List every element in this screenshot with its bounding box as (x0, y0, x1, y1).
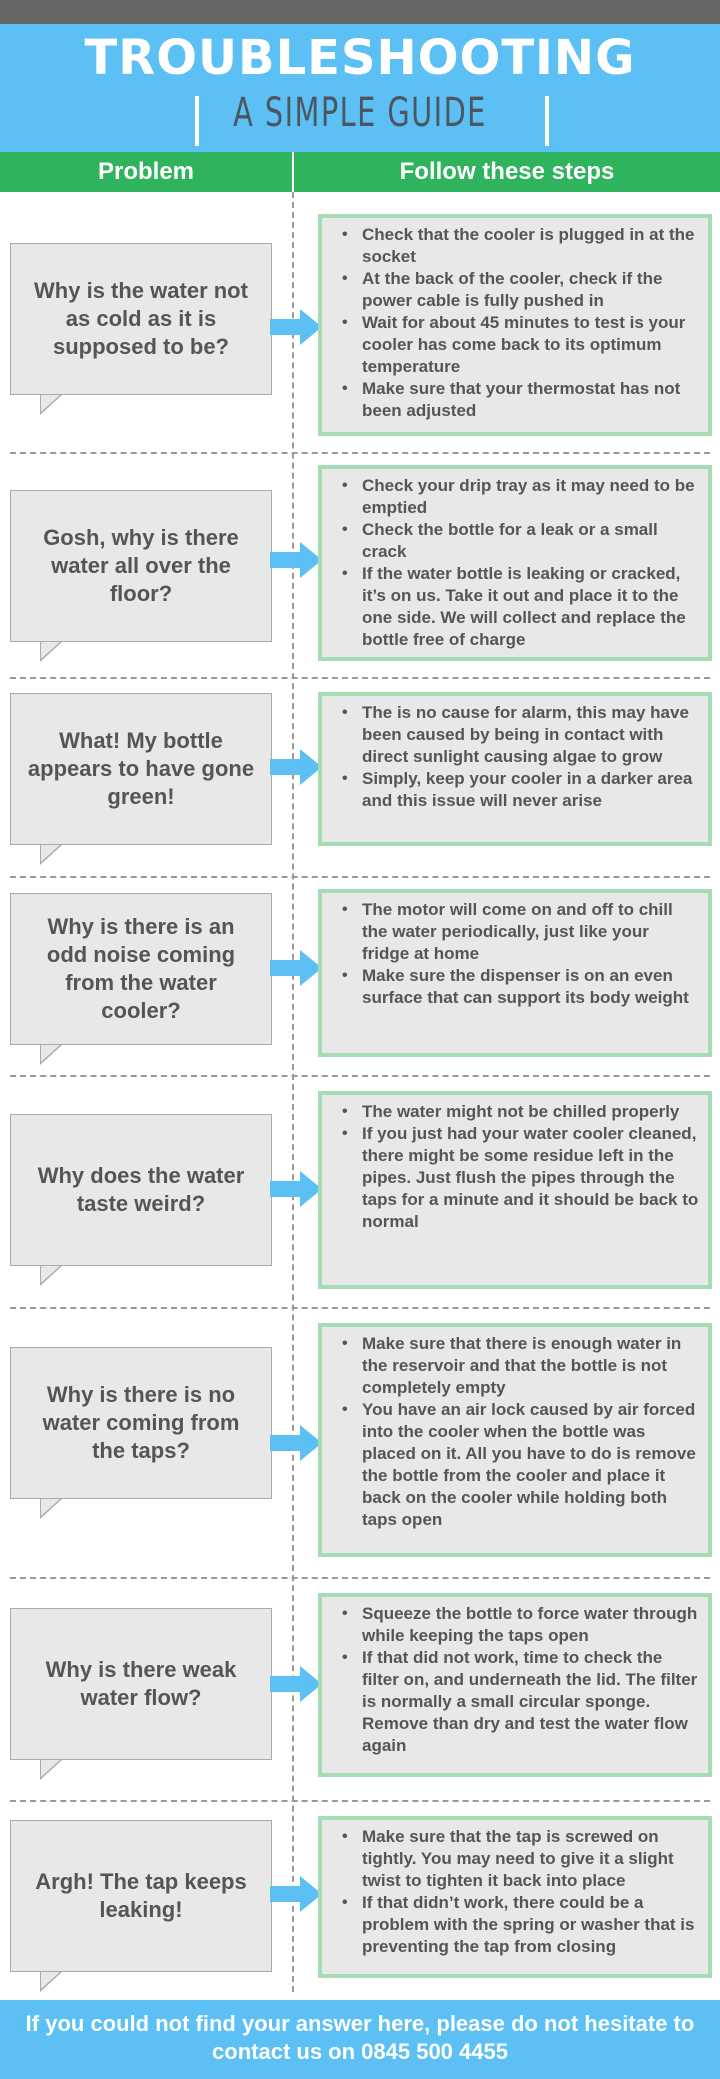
page-title: TROUBLESHOOTING (84, 30, 636, 86)
step-item: • Make sure the dispenser is on an even surface that can support its body weight (346, 965, 700, 1009)
right-arrow-icon (270, 309, 322, 345)
steps-box (318, 889, 712, 1057)
step-item: • If the water bottle is leaking or cracked, it’s on us. Take it out and place it to the one side. We will collect and replace the bottle free of charge (346, 563, 700, 651)
problem-bubble (10, 1820, 272, 1972)
steps-box (318, 1816, 712, 1978)
step-item: • At the back of the cooler, check if the power cable is fully pushed in (346, 268, 700, 312)
right-arrow-icon (270, 749, 322, 785)
problem-bubble (10, 1608, 272, 1760)
right-arrow-icon (270, 1425, 322, 1461)
step-item: • Make sure that there is enough water in the reservoir and that the bottle is not completely empty (346, 1333, 700, 1399)
page-subtitle: A SIMPLE GUIDE (233, 90, 487, 136)
problem-bubble (10, 1114, 272, 1266)
step-item: • Check that the cooler is plugged in at the socket (346, 224, 700, 268)
problem-bubble (10, 1347, 272, 1499)
row-divider (10, 452, 710, 454)
step-item: • If that did not work, time to check the filter on, and underneath the lid. The filter is normally a small circular sponge. Remove than dry and test the water flow again (346, 1647, 700, 1757)
step-item: • Check your drip tray as it may need to be emptied (346, 475, 700, 519)
step-item: • The is no cause for alarm, this may have been caused by being in contact with direct sunlight causing algae to grow (346, 702, 700, 768)
column-header-bar (0, 152, 720, 192)
step-item: • The motor will come on and off to chill the water periodically, just like your fridge at home (346, 899, 700, 965)
problem-text: Why does the water taste weird? (37, 1163, 245, 1216)
right-arrow-icon (270, 1666, 322, 1702)
step-item: • If you just had your water cooler cleaned, there might be some residue left in the pipes. Just flush the pipes through the taps for a minute and it should be back to normal (346, 1123, 700, 1233)
step-item: • Wait for about 45 minutes to test is your cooler has come back to its optimum temperature (346, 312, 700, 378)
problem-bubble (10, 893, 272, 1045)
step-item: • Squeeze the bottle to force water through while keeping the taps open (346, 1603, 700, 1647)
footer-text: If you could not find your answer here, please do not hesitate to contact us on 0845 500 4455 (25, 2011, 695, 2064)
problem-text: Gosh, why is there water all over the floor? (43, 525, 239, 606)
row-divider (10, 1577, 710, 1579)
top-strip (0, 0, 720, 24)
problem-bubble (10, 693, 272, 845)
right-arrow-icon (270, 950, 322, 986)
step-item: • Make sure that the tap is screwed on tightly. You may need to give it a slight twist to tighten it back into place (346, 1826, 700, 1892)
problem-text: Why is there is no water coming from the taps? (42, 1382, 240, 1463)
row-divider (10, 876, 710, 878)
subtitle-right-divider (545, 96, 549, 146)
row-divider (10, 1307, 710, 1309)
steps-box (318, 1323, 712, 1557)
problem-text: Why is there weak water flow? (45, 1657, 237, 1710)
contact-footer (0, 2000, 720, 2079)
steps-box (318, 1091, 712, 1289)
steps-box (318, 1593, 712, 1777)
steps-box (318, 214, 712, 436)
problem-text: Why is there is an odd noise coming from the water cooler? (46, 914, 236, 1023)
problem-text: Why is the water not as cold as it is supposed to be? (34, 278, 248, 359)
problem-bubble (10, 243, 272, 395)
right-arrow-icon (270, 542, 322, 578)
step-item: • Make sure that your thermostat has not been adjusted (346, 378, 700, 422)
step-item: • You have an air lock caused by air forced into the cooler when the bottle was placed on it. All you have to do is remove the bottle from the cooler and place it back on the cooler while holding both taps open (346, 1399, 700, 1531)
problem-text: What! My bottle appears to have gone green! (27, 728, 255, 809)
row-divider (10, 677, 710, 679)
row-divider (10, 1075, 710, 1077)
steps-box (318, 692, 712, 846)
step-item: • The water might not be chilled properly (346, 1101, 700, 1123)
step-item: • Simply, keep your cooler in a darker area and this issue will never arise (346, 768, 700, 812)
right-arrow-icon (270, 1876, 322, 1912)
right-arrow-icon (270, 1171, 322, 1207)
steps-box (318, 465, 712, 661)
problem-bubble (10, 490, 272, 642)
page-header (0, 24, 720, 152)
step-item: • If that didn’t work, there could be a problem with the spring or washer that is preventing the tap from closing (346, 1892, 700, 1958)
column-header-steps: Follow these steps (399, 158, 615, 185)
column-header-problem: Problem (97, 158, 195, 185)
problem-text: Argh! The tap keeps leaking! (35, 1869, 247, 1922)
column-divider-line (292, 192, 294, 1992)
row-divider (10, 1800, 710, 1802)
step-item: • Check the bottle for a leak or a small crack (346, 519, 700, 563)
